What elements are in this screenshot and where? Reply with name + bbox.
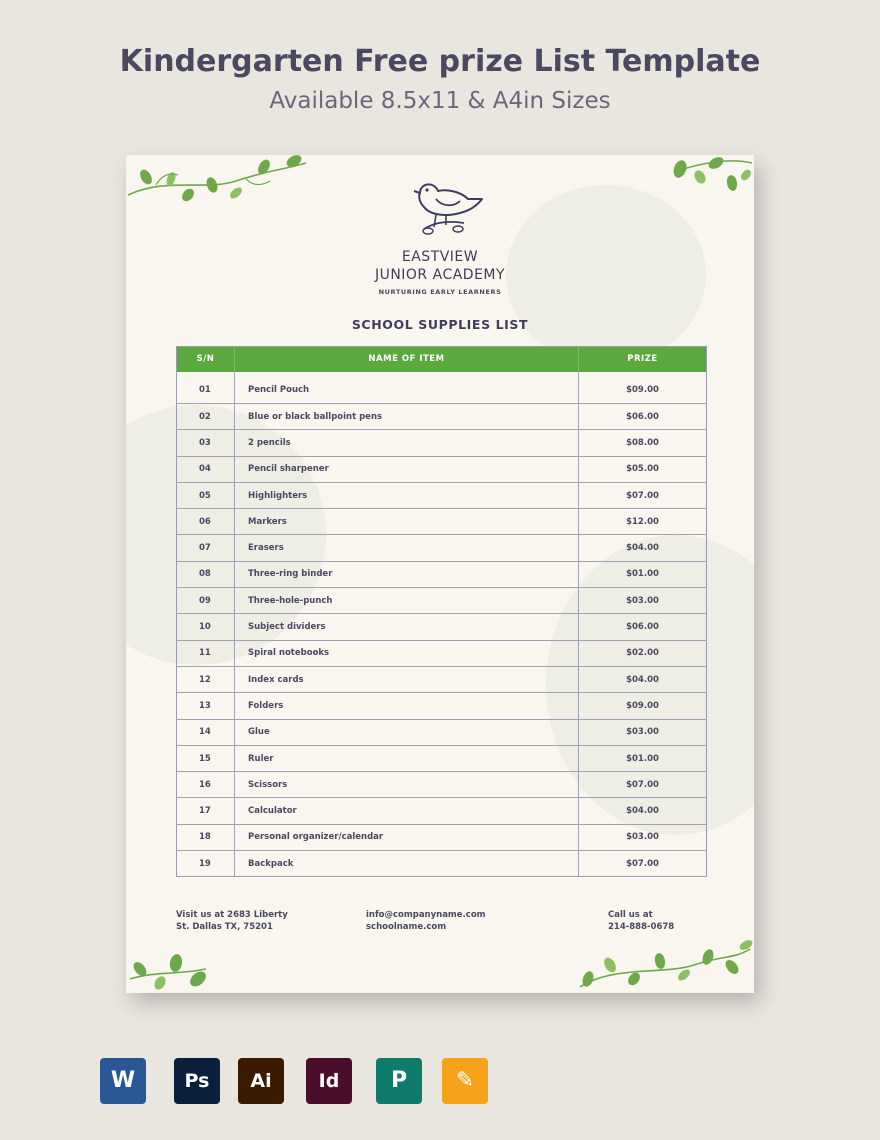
- school-name-line1: EASTVIEW: [401, 249, 479, 265]
- vine-bottom-right-icon: [574, 935, 754, 993]
- template-subtitle: Available 8.5x11 & A4in Sizes: [269, 88, 611, 114]
- footer-address-line1: Visit us at 2683 Liberty: [176, 910, 288, 920]
- row-prize: $06.00: [579, 404, 707, 430]
- row-item-name: Blue or black ballpoint pens: [235, 404, 579, 430]
- row-sn: 11: [177, 640, 235, 666]
- row-prize: $12.00: [579, 509, 707, 535]
- publisher-icon-glyph: P: [390, 1068, 408, 1093]
- footer-phone-block: [608, 909, 674, 933]
- indesign-icon-glyph: Id: [318, 1070, 340, 1092]
- row-prize: $03.00: [579, 824, 707, 850]
- table-row: [177, 588, 707, 614]
- row-item-name: Ruler: [235, 745, 579, 771]
- row-sn: 05: [177, 482, 235, 508]
- row-sn: 08: [177, 561, 235, 587]
- row-item-name: Index cards: [235, 666, 579, 692]
- row-prize: $03.00: [579, 719, 707, 745]
- template-title: Kindergarten Free prize List Template: [119, 44, 761, 79]
- footer-address: [176, 909, 288, 933]
- row-item-name: Three-hole-punch: [235, 588, 579, 614]
- row-item-name: Erasers: [235, 535, 579, 561]
- row-item-name: Scissors: [235, 772, 579, 798]
- row-sn: 01: [177, 372, 235, 404]
- word-icon[interactable]: [100, 1058, 146, 1104]
- vine-bottom-left-icon: [126, 945, 216, 993]
- table-row: [177, 772, 707, 798]
- footer-contact: [366, 909, 486, 933]
- table-row: [177, 798, 707, 824]
- vine-top-left-icon: [126, 155, 311, 210]
- word-icon-glyph: W: [110, 1068, 136, 1093]
- row-item-name: Highlighters: [235, 482, 579, 508]
- row-sn: 14: [177, 719, 235, 745]
- row-prize: $07.00: [579, 482, 707, 508]
- table-row: [177, 693, 707, 719]
- row-prize: $04.00: [579, 666, 707, 692]
- bird-logo-icon: [406, 177, 484, 241]
- row-sn: 12: [177, 666, 235, 692]
- row-sn: 17: [177, 798, 235, 824]
- document-page: [126, 155, 754, 993]
- row-sn: 06: [177, 509, 235, 535]
- row-sn: 03: [177, 430, 235, 456]
- column-header-sn: S/N: [177, 347, 235, 372]
- table-row: [177, 640, 707, 666]
- row-sn: 18: [177, 824, 235, 850]
- illustrator-icon[interactable]: [238, 1058, 284, 1104]
- row-prize: $06.00: [579, 614, 707, 640]
- row-prize: $08.00: [579, 430, 707, 456]
- row-item-name: Three-ring binder: [235, 561, 579, 587]
- photoshop-icon[interactable]: [174, 1058, 220, 1104]
- row-prize: $01.00: [579, 561, 707, 587]
- row-item-name: Markers: [235, 509, 579, 535]
- row-item-name: Subject dividers: [235, 614, 579, 640]
- school-tagline: NURTURING EARLY LEARNERS: [378, 288, 502, 296]
- row-sn: 02: [177, 404, 235, 430]
- row-item-name: Personal organizer/calendar: [235, 824, 579, 850]
- column-header-prize: PRIZE: [579, 347, 707, 372]
- row-item-name: Calculator: [235, 798, 579, 824]
- row-sn: 04: [177, 456, 235, 482]
- row-sn: 13: [177, 693, 235, 719]
- table-row: [177, 745, 707, 771]
- row-item-name: Pencil Pouch: [235, 372, 579, 404]
- table-row: [177, 614, 707, 640]
- row-item-name: 2 pencils: [235, 430, 579, 456]
- publisher-icon[interactable]: [376, 1058, 422, 1104]
- table-row: [177, 851, 707, 877]
- table-row: [177, 666, 707, 692]
- row-item-name: Folders: [235, 693, 579, 719]
- row-sn: 15: [177, 745, 235, 771]
- row-prize: $03.00: [579, 588, 707, 614]
- pages-icon[interactable]: [442, 1058, 488, 1104]
- footer-email: info@companyname.com: [366, 910, 486, 920]
- school-name-line2: JUNIOR ACADEMY: [374, 267, 506, 283]
- table-header-row: [177, 347, 707, 372]
- table-row: [177, 509, 707, 535]
- list-title: SCHOOL SUPPLIES LIST: [351, 317, 529, 332]
- table-row: [177, 719, 707, 745]
- row-prize: $07.00: [579, 851, 707, 877]
- row-prize: $02.00: [579, 640, 707, 666]
- footer-website: schoolname.com: [366, 922, 447, 932]
- row-sn: 07: [177, 535, 235, 561]
- footer-address-line2: St. Dallas TX, 75201: [176, 922, 273, 932]
- footer-phone: 214-888-0678: [608, 922, 675, 932]
- table-row: [177, 430, 707, 456]
- table-row: [177, 824, 707, 850]
- vine-top-right-icon: [666, 155, 754, 203]
- table-row: [177, 561, 707, 587]
- row-prize: $04.00: [579, 535, 707, 561]
- table-row: [177, 535, 707, 561]
- footer-call-label: Call us at: [608, 910, 653, 920]
- illustrator-icon-glyph: Ai: [250, 1070, 272, 1092]
- row-prize: $05.00: [579, 456, 707, 482]
- column-header-item: NAME OF ITEM: [235, 347, 579, 372]
- row-prize: $07.00: [579, 772, 707, 798]
- row-sn: 16: [177, 772, 235, 798]
- table-row: [177, 372, 707, 404]
- row-prize: $09.00: [579, 693, 707, 719]
- row-prize: $09.00: [579, 372, 707, 404]
- table-row: [177, 482, 707, 508]
- row-item-name: Spiral notebooks: [235, 640, 579, 666]
- row-prize: $04.00: [579, 798, 707, 824]
- indesign-icon[interactable]: [306, 1058, 352, 1104]
- table-row: [177, 404, 707, 430]
- row-item-name: Glue: [235, 719, 579, 745]
- row-sn: 19: [177, 851, 235, 877]
- supplies-table: [176, 346, 707, 877]
- row-item-name: Pencil sharpener: [235, 456, 579, 482]
- row-prize: $01.00: [579, 745, 707, 771]
- pages-icon-glyph: ✎: [455, 1068, 475, 1093]
- row-sn: 09: [177, 588, 235, 614]
- row-sn: 10: [177, 614, 235, 640]
- row-item-name: Backpack: [235, 851, 579, 877]
- table-row: [177, 456, 707, 482]
- photoshop-icon-glyph: Ps: [184, 1070, 210, 1092]
